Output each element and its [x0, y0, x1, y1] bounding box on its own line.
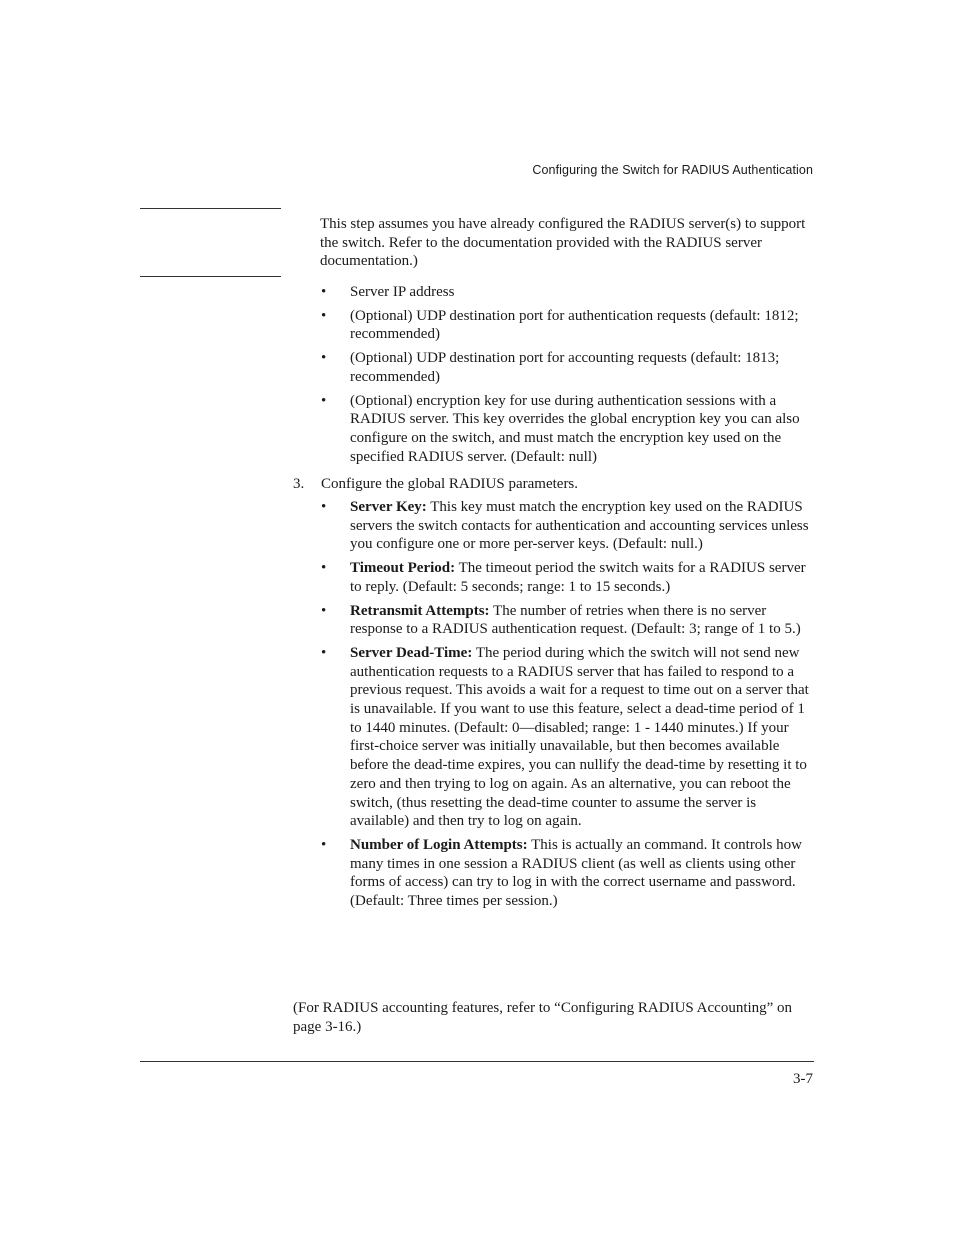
list-item-text: (Optional) UDP destination port for accounting requests (default: 1813; recommended)	[350, 350, 780, 385]
list-item-text: (Optional) UDP destination port for authentication requests (default: 1812; recommended)	[350, 307, 799, 343]
list-item	[321, 559, 816, 596]
step-text: Configure the global RADIUS parameters.	[321, 476, 579, 492]
param-description: The timeout period the switch waits for a RADIUS server to reply. (Default: 5 seconds; range: 1 to 15 seconds.)	[350, 560, 806, 595]
step-number: 3.	[293, 476, 305, 492]
closing-note: (For RADIUS accounting features, refer to “Configuring RADIUS Accounting” on page 3-16.)	[293, 1000, 793, 1035]
list-item-text: (Optional) encryption key for use during authentication sessions with a RADIUS server. This key overrides the global encryption key you can also configure on the switch, and must match the encryption key used on the specified RADIUS server. (Default: null)	[350, 392, 800, 465]
bullet-icon: •	[321, 602, 327, 619]
param-term: Number of Login Attempts:	[350, 836, 528, 853]
bullet-icon: •	[321, 836, 327, 853]
param-description: The number of retries when there is no server response to a RADIUS authentication request. (Default: 3; range of 1 to 5.)	[350, 602, 801, 638]
param-term: Server Key:	[350, 499, 427, 515]
list-item	[321, 498, 816, 554]
list-item	[321, 307, 816, 344]
list-item	[321, 644, 816, 831]
bullet-icon: •	[321, 392, 327, 409]
server-params-list	[321, 283, 816, 466]
list-item	[321, 392, 816, 467]
list-item	[321, 836, 816, 911]
list-item	[321, 283, 816, 302]
param-description: This key must match the encryption key used on the RADIUS servers the switch contacts for authentication and accounting services unless you configure one or more per-server keys. (Default: null.)	[350, 499, 809, 553]
list-item-text: Server IP address	[350, 284, 455, 300]
param-term: Timeout Period:	[350, 560, 456, 577]
list-item	[321, 602, 816, 639]
footer-rule	[140, 1061, 814, 1062]
param-description: The period during which the switch will not send new authentication requests to a RADIUS server that has failed to respond to a previous request. This avoids a wait for a request to time out on a server that is unavailable. If you want to use this feature, select a dead-time period of 1 to 1440 minutes. (Default: 0—disabled; range: 1 - 1440 minutes.) If your first-choice server was initially unavailable, but then becomes available before the dead-time expires, you can nullify the dead-time by resetting it to zero and then trying to log on again. As an alternative, you can reboot the switch, (thus resetting the dead-time counter to assume the server is available) and then try to log on again.	[350, 644, 809, 830]
note-rule-bottom	[140, 276, 281, 277]
bullet-icon: •	[321, 499, 327, 515]
bullet-icon: •	[321, 350, 327, 367]
bullet-icon: •	[321, 307, 327, 324]
note-text: This step assumes you have already configured the RADIUS server(s) to support the switch. Refer to the documentation provided with the RADIUS server documentation.)	[320, 216, 806, 270]
param-description: This is actually an command. It controls how many times in one session a RADIUS client (as well as clients using other forms of access) can try to log in with the correct username and password. (Default: Three times per session.)	[350, 836, 802, 910]
global-params-list	[321, 498, 816, 911]
list-item	[321, 349, 816, 386]
param-term: Server Dead-Time:	[350, 644, 473, 661]
note-rule-top	[140, 208, 281, 209]
running-header: Configuring the Switch for RADIUS Authentication	[532, 163, 813, 177]
bullet-icon: •	[321, 560, 327, 577]
bullet-icon: •	[321, 284, 327, 300]
bullet-icon: •	[321, 644, 327, 661]
page-number: 3-7	[793, 1071, 813, 1087]
param-term: Retransmit Attempts:	[350, 602, 490, 619]
